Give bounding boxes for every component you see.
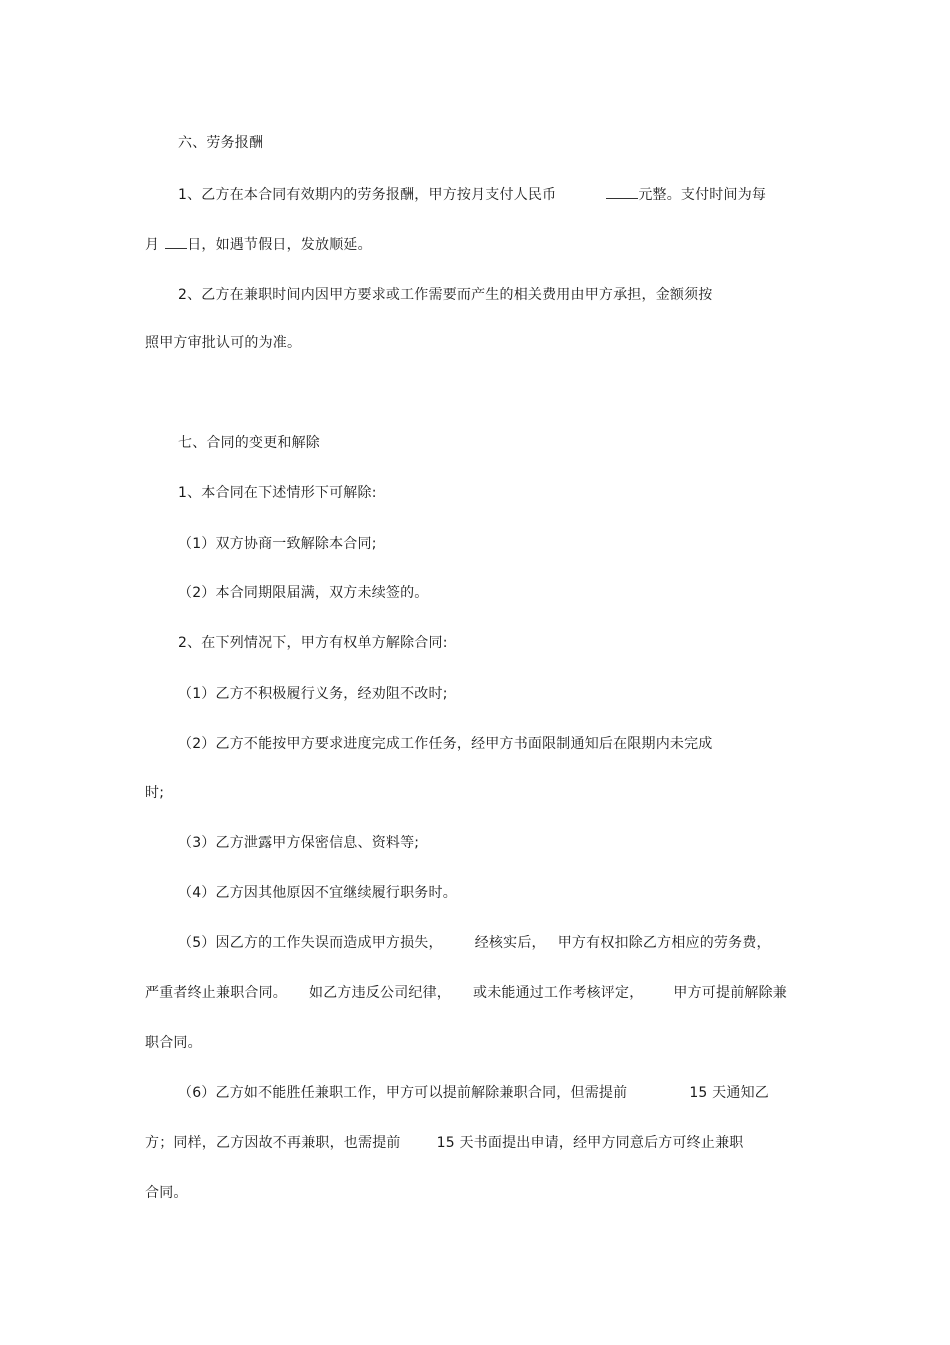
termination-clause-2: 2、在下列情况下，甲方有权单方解除合同: [178, 635, 448, 651]
item-5-text-c: 甲方有权扣除乙方相应的劳务费， [557, 935, 771, 951]
termination-clause-1-item-1: （1）双方协商一致解除本合同; [178, 536, 377, 552]
termination-clause-2-item-3: （3）乙方泄露甲方保密信息、资料等; [178, 835, 420, 851]
item-5-text-d: 严重者终止兼职合同。 [145, 985, 287, 1001]
termination-clause-1-item-2: （2）本合同期限届满，双方未续签的。 [178, 585, 429, 601]
payment-clause-1-text-c: 月 [145, 237, 160, 253]
termination-clause-2-item-5-line-1 [178, 934, 771, 952]
item-5-text-f: 或未能通过工作考核评定， [473, 985, 644, 1001]
termination-clause-2-item-4: （4）乙方因其他原因不宜继续履行职务时。 [178, 885, 457, 901]
section-7-heading: 七、合同的变更和解除 [178, 435, 320, 451]
payment-clause-1-line-1 [178, 184, 766, 204]
payment-clause-2-line-2: 照甲方审批认可的为准。 [145, 335, 302, 351]
payment-clause-1-text-b: 元整。支付时间为每 [638, 187, 767, 203]
item-6-text-d: 15 天书面提出申请，经甲方同意后方可终止兼职 [436, 1135, 744, 1151]
item-5-text-b: 经核实后， [474, 935, 546, 951]
termination-clause-1: 1、本合同在下述情形下可解除: [178, 485, 377, 501]
termination-clause-2-item-2-line-1: （2）乙方不能按甲方要求进度完成工作任务，经甲方书面限制通知后在限期内未完成 [178, 736, 713, 752]
payment-clause-2-line-1: 2、乙方在兼职时间内因甲方要求或工作需要而产生的相关费用由甲方承担，金额须按 [178, 287, 713, 303]
termination-clause-2-item-5-line-3: 职合同。 [145, 1035, 202, 1051]
item-6-text-b: 15 天通知乙 [689, 1085, 769, 1101]
item-5-text-g: 甲方可提前解除兼 [673, 985, 788, 1001]
item-5-text-e: 如乙方违反公司纪律， [309, 985, 451, 1001]
termination-clause-2-item-5-line-2 [145, 984, 787, 1002]
section-6-heading: 六、劳务报酬 [178, 135, 264, 151]
payment-clause-1-text-a: 1、乙方在本合同有效期内的劳务报酬，甲方按月支付人民币 [178, 187, 557, 203]
termination-clause-2-item-2-line-2: 时; [145, 785, 165, 801]
payment-clause-1-text-d: 日，如遇节假日，发放顺延。 [187, 237, 372, 253]
amount-blank [606, 184, 638, 199]
payment-clause-1-line-2 [145, 234, 372, 254]
item-5-text-a: （5）因乙方的工作失误而造成甲方损失， [178, 935, 443, 951]
termination-clause-2-item-1: （1）乙方不积极履行义务，经劝阻不改时; [178, 686, 448, 702]
termination-clause-2-item-6-line-2 [145, 1134, 743, 1152]
termination-clause-2-item-6-line-3: 合同。 [145, 1185, 188, 1201]
termination-clause-2-item-6-line-1 [178, 1084, 769, 1102]
day-blank [165, 234, 187, 249]
item-6-text-a: （6）乙方如不能胜任兼职工作，甲方可以提前解除兼职合同，但需提前 [178, 1085, 628, 1101]
item-6-text-c: 方；同样，乙方因故不再兼职，也需提前 [145, 1135, 401, 1151]
